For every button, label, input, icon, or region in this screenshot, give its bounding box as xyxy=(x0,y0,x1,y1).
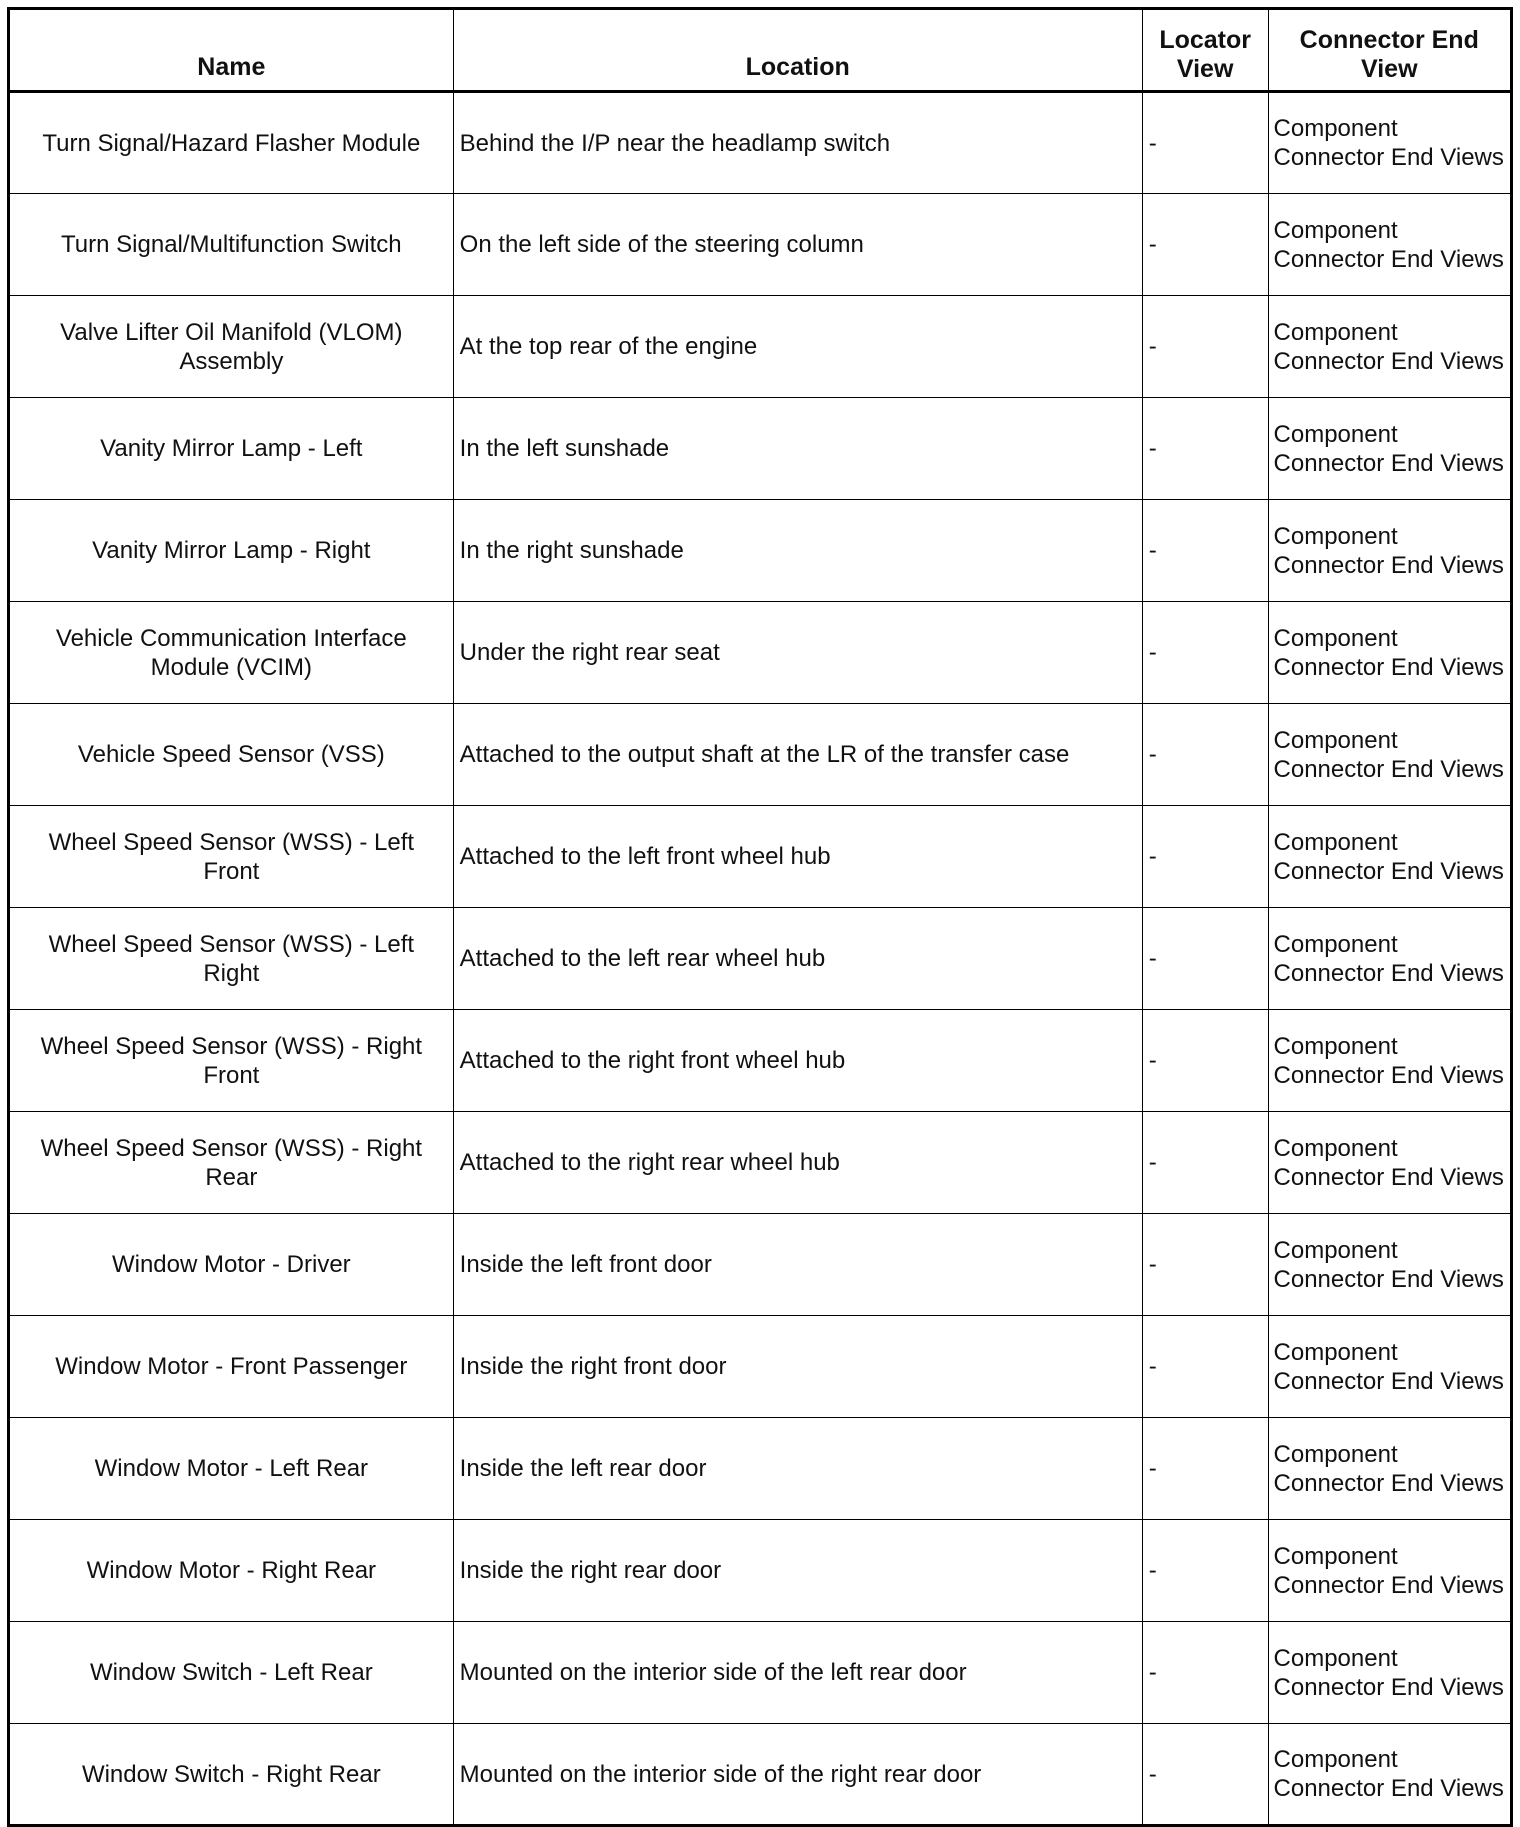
table-row xyxy=(9,602,1512,704)
cell-locator-view: - xyxy=(1142,398,1268,500)
column-header-name: Name xyxy=(9,9,454,92)
cell-location: Attached to the output shaft at the LR of the transfer case xyxy=(453,704,1142,806)
cell-connector-end-view xyxy=(1268,1214,1511,1316)
cell-name: Turn Signal/Hazard Flasher Module xyxy=(9,92,454,194)
cell-connector-end-view xyxy=(1268,500,1511,602)
cell-location: In the right sunshade xyxy=(453,500,1142,602)
cell-locator-view: - xyxy=(1142,1418,1268,1520)
cell-locator-view: - xyxy=(1142,1316,1268,1418)
cell-location: Attached to the left rear wheel hub xyxy=(453,908,1142,1010)
cell-locator-view: - xyxy=(1142,296,1268,398)
connector-end-views-link[interactable]: Component Connector End Views xyxy=(1273,1338,1504,1395)
cell-connector-end-view xyxy=(1268,296,1511,398)
connector-end-views-link[interactable]: Component Connector End Views xyxy=(1273,1542,1504,1599)
table-row xyxy=(9,1112,1512,1214)
cell-locator-view: - xyxy=(1142,1520,1268,1622)
column-header-locator-view: Locator View xyxy=(1142,9,1268,92)
table-row xyxy=(9,500,1512,602)
cell-locator-view: - xyxy=(1142,1622,1268,1724)
table-row xyxy=(9,194,1512,296)
connector-end-views-link[interactable]: Component Connector End Views xyxy=(1273,420,1504,477)
table-row xyxy=(9,296,1512,398)
cell-connector-end-view xyxy=(1268,1622,1511,1724)
cell-name: Vehicle Communication Interface Module (VCIM) xyxy=(9,602,454,704)
table-row xyxy=(9,908,1512,1010)
cell-name: Wheel Speed Sensor (WSS) - Right Rear xyxy=(9,1112,454,1214)
cell-locator-view: - xyxy=(1142,1010,1268,1112)
connector-end-views-link[interactable]: Component Connector End Views xyxy=(1273,1134,1504,1191)
cell-locator-view: - xyxy=(1142,194,1268,296)
cell-name: Window Motor - Left Rear xyxy=(9,1418,454,1520)
table-row xyxy=(9,1622,1512,1724)
cell-location: In the left sunshade xyxy=(453,398,1142,500)
cell-name: Vehicle Speed Sensor (VSS) xyxy=(9,704,454,806)
cell-location: Under the right rear seat xyxy=(453,602,1142,704)
cell-location: Inside the right rear door xyxy=(453,1520,1142,1622)
cell-name: Wheel Speed Sensor (WSS) - Right Front xyxy=(9,1010,454,1112)
table-row xyxy=(9,1418,1512,1520)
table-row xyxy=(9,398,1512,500)
connector-end-views-link[interactable]: Component Connector End Views xyxy=(1273,1746,1504,1802)
connector-end-views-link[interactable]: Component Connector End Views xyxy=(1273,624,1504,681)
table-row xyxy=(9,1010,1512,1112)
cell-name: Wheel Speed Sensor (WSS) - Left Right xyxy=(9,908,454,1010)
cell-location: Inside the right front door xyxy=(453,1316,1142,1418)
cell-connector-end-view xyxy=(1268,1010,1511,1112)
cell-name: Window Motor - Right Rear xyxy=(9,1520,454,1622)
cell-name: Window Motor - Front Passenger xyxy=(9,1316,454,1418)
cell-locator-view: - xyxy=(1142,500,1268,602)
cell-location: Behind the I/P near the headlamp switch xyxy=(453,92,1142,194)
table-row xyxy=(9,1724,1512,1826)
cell-connector-end-view xyxy=(1268,1112,1511,1214)
cell-locator-view: - xyxy=(1142,1214,1268,1316)
component-locator-table xyxy=(7,7,1513,1827)
cell-name: Turn Signal/Multifunction Switch xyxy=(9,194,454,296)
cell-connector-end-view xyxy=(1268,194,1511,296)
connector-end-views-link[interactable]: Component Connector End Views xyxy=(1273,1440,1504,1497)
cell-location: Attached to the right front wheel hub xyxy=(453,1010,1142,1112)
cell-location: Inside the left front door xyxy=(453,1214,1142,1316)
cell-connector-end-view xyxy=(1268,806,1511,908)
cell-locator-view: - xyxy=(1142,704,1268,806)
cell-connector-end-view xyxy=(1268,1724,1511,1826)
cell-location: Mounted on the interior side of the right rear door xyxy=(453,1724,1142,1826)
cell-connector-end-view xyxy=(1268,398,1511,500)
cell-locator-view: - xyxy=(1142,1724,1268,1826)
cell-name: Vanity Mirror Lamp - Right xyxy=(9,500,454,602)
cell-location: Attached to the right rear wheel hub xyxy=(453,1112,1142,1214)
table-row xyxy=(9,704,1512,806)
cell-locator-view: - xyxy=(1142,1112,1268,1214)
cell-location: Inside the left rear door xyxy=(453,1418,1142,1520)
cell-locator-view: - xyxy=(1142,602,1268,704)
table-body xyxy=(9,92,1512,1826)
table-row xyxy=(9,1316,1512,1418)
table-row xyxy=(9,92,1512,194)
cell-location: Attached to the left front wheel hub xyxy=(453,806,1142,908)
table-row xyxy=(9,1520,1512,1622)
cell-connector-end-view xyxy=(1268,1316,1511,1418)
header-row xyxy=(9,9,1512,92)
connector-end-views-link[interactable]: Component Connector End Views xyxy=(1273,1032,1504,1089)
cell-name: Window Switch - Left Rear xyxy=(9,1622,454,1724)
cell-location: Mounted on the interior side of the left rear door xyxy=(453,1622,1142,1724)
cell-connector-end-view xyxy=(1268,704,1511,806)
cell-name: Wheel Speed Sensor (WSS) - Left Front xyxy=(9,806,454,908)
column-header-connector-end-view: Connector End View xyxy=(1268,9,1511,92)
cell-connector-end-view xyxy=(1268,908,1511,1010)
cell-connector-end-view xyxy=(1268,1418,1511,1520)
connector-end-views-link[interactable]: Component Connector End Views xyxy=(1273,930,1504,987)
table-row xyxy=(9,1214,1512,1316)
connector-end-views-link[interactable]: Component Connector End Views xyxy=(1273,318,1504,375)
connector-end-views-link[interactable]: Component Connector End Views xyxy=(1273,216,1504,273)
cell-name: Window Motor - Driver xyxy=(9,1214,454,1316)
connector-end-views-link[interactable]: Component Connector End Views xyxy=(1273,522,1504,579)
cell-name: Window Switch - Right Rear xyxy=(9,1724,454,1826)
connector-end-views-link[interactable]: Component Connector End Views xyxy=(1273,1644,1504,1701)
cell-location: At the top rear of the engine xyxy=(453,296,1142,398)
cell-connector-end-view xyxy=(1268,92,1511,194)
cell-location: On the left side of the steering column xyxy=(453,194,1142,296)
connector-end-views-link[interactable]: Component Connector End Views xyxy=(1273,1236,1504,1293)
cell-name: Vanity Mirror Lamp - Left xyxy=(9,398,454,500)
cell-locator-view: - xyxy=(1142,92,1268,194)
cell-locator-view: - xyxy=(1142,908,1268,1010)
cell-connector-end-view xyxy=(1268,1520,1511,1622)
column-header-location: Location xyxy=(453,9,1142,92)
cell-name: Valve Lifter Oil Manifold (VLOM) Assembly xyxy=(9,296,454,398)
cell-locator-view: - xyxy=(1142,806,1268,908)
connector-end-views-link[interactable]: Component Connector End Views xyxy=(1273,115,1504,171)
table-header xyxy=(9,9,1512,92)
connector-end-views-link[interactable]: Component Connector End Views xyxy=(1273,726,1504,783)
cell-connector-end-view xyxy=(1268,602,1511,704)
table-row xyxy=(9,806,1512,908)
connector-end-views-link[interactable]: Component Connector End Views xyxy=(1273,828,1504,885)
